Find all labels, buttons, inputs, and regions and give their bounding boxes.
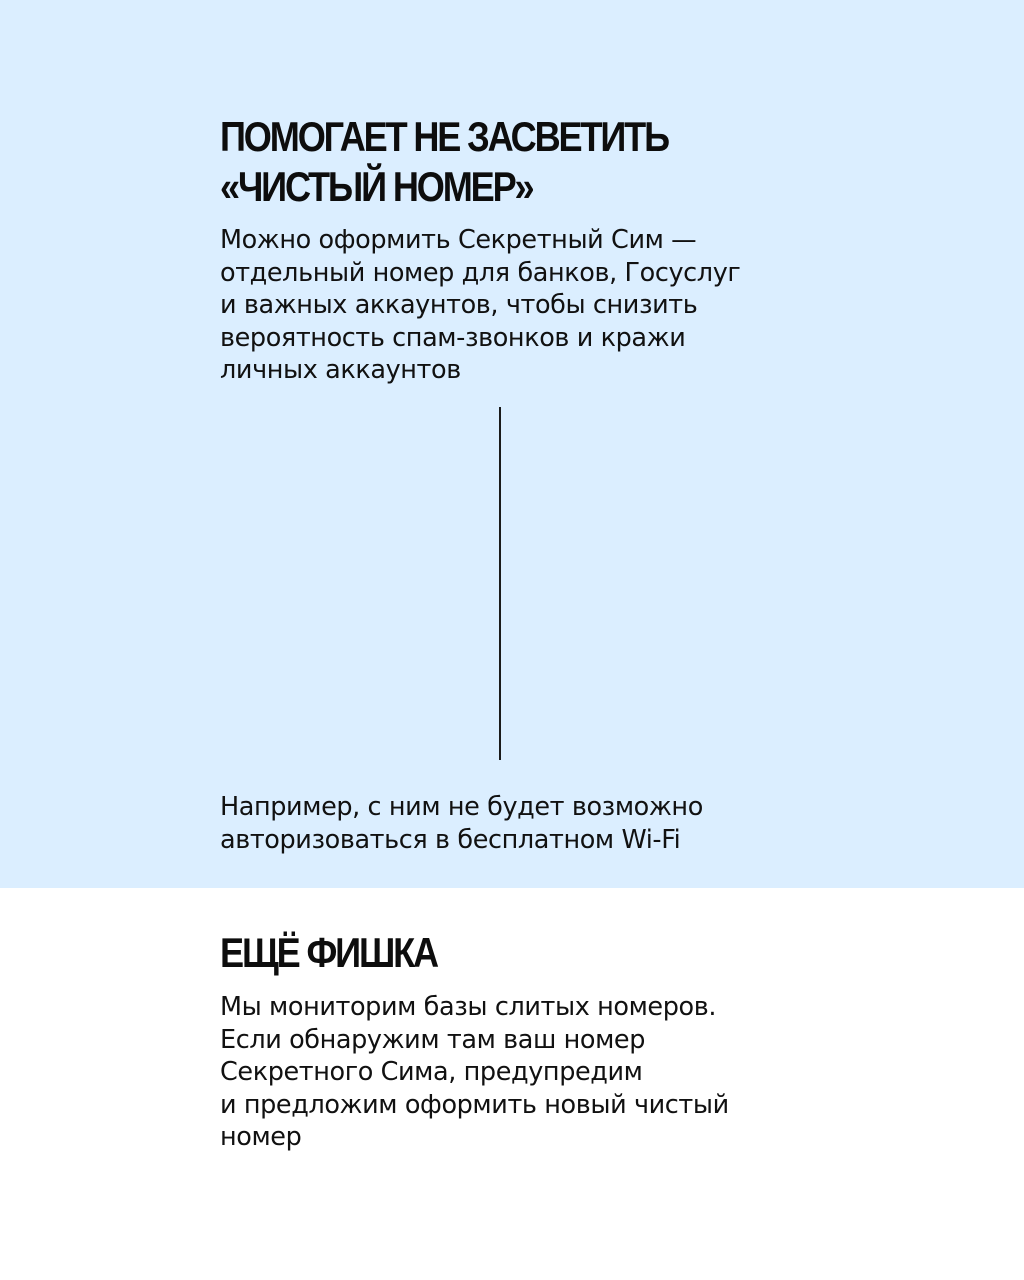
extra-description-line-3: Секретного Сима, предупредим	[220, 1057, 643, 1087]
extra-description	[220, 991, 729, 1154]
example-text	[220, 791, 703, 856]
example-text-line-1: Например, с ним не будет возможно	[220, 792, 703, 822]
main-description-line-2: отдельный номер для банков, Госуслуг	[220, 257, 741, 288]
extra-headline	[220, 928, 437, 978]
main-description-line-5: личных аккаунтов	[220, 355, 461, 385]
main-headline-line-1: ПОМОГАЕТ НЕ ЗАСВЕТИТЬ	[220, 113, 668, 160]
main-description-line-1: Можно оформить Секретный Сим —	[220, 225, 697, 255]
main-description	[220, 224, 740, 387]
main-headline-line-2: «ЧИСТЫЙ НОМЕР»	[220, 163, 533, 210]
example-text-line-2: авторизоваться в бесплатном Wi-Fi	[220, 824, 681, 855]
main-description-line-4: вероятность спам-звонков и кражи	[220, 322, 686, 353]
vertical-divider	[499, 407, 501, 760]
main-headline	[220, 112, 668, 212]
extra-description-line-2: Если обнаружим там ваш номер	[220, 1024, 646, 1055]
extra-description-line-4: и предложим оформить новый чистый	[220, 1089, 729, 1120]
extra-description-line-1: Мы мониторим базы слитых номеров.	[220, 992, 717, 1022]
extra-description-line-5: номер	[220, 1122, 302, 1152]
extra-headline-text: ЕЩЁ ФИШКА	[220, 929, 437, 976]
main-description-line-3: и важных аккаунтов, чтобы снизить	[220, 290, 698, 320]
